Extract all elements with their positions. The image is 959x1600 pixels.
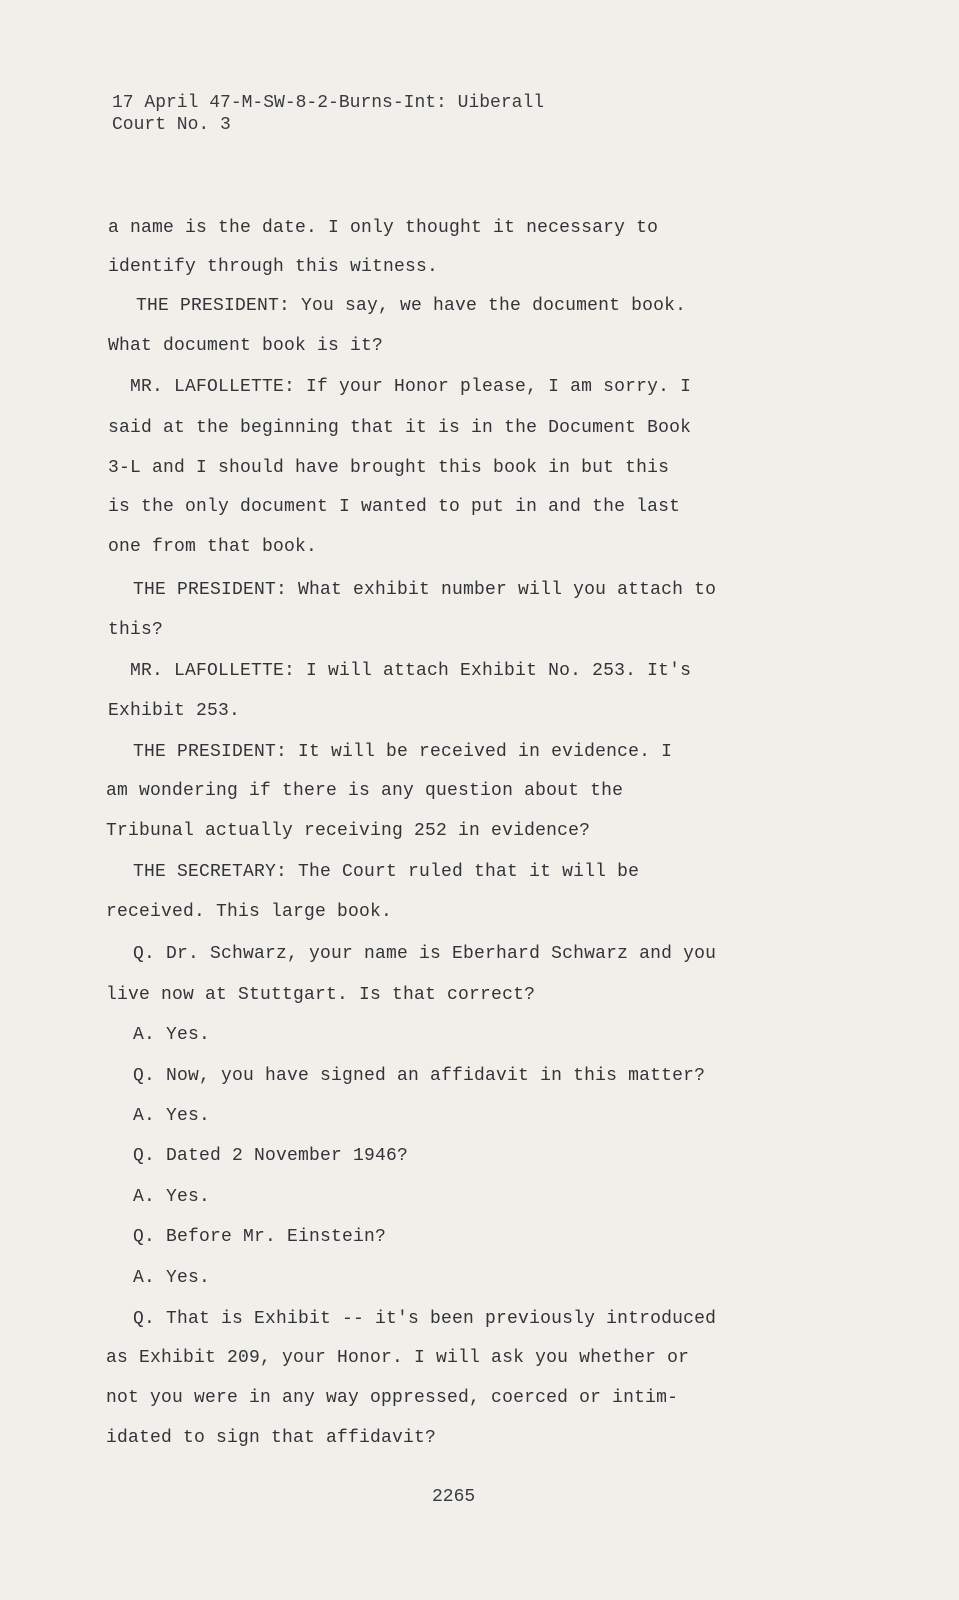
text-line-21: A. Yes. <box>133 1025 211 1045</box>
text-line-17: THE SECRETARY: The Court ruled that it will be <box>133 862 640 882</box>
text-line-28: Q. That is Exhibit -- it's been previously introduced <box>133 1309 717 1329</box>
text-line-3: THE PRESIDENT: You say, we have the document book. <box>136 296 687 316</box>
text-line-15: am wondering if there is any question about the <box>106 781 624 801</box>
text-line-9: one from that book. <box>108 537 318 557</box>
text-line-11: this? <box>108 620 164 640</box>
text-line-29: as Exhibit 209, your Honor. I will ask you whether or <box>106 1348 690 1368</box>
text-line-22: Q. Now, you have signed an affidavit in this matter? <box>133 1066 706 1086</box>
text-line-6: said at the beginning that it is in the Document Book <box>108 418 692 438</box>
text-line-16: Tribunal actually receiving 252 in evidence? <box>106 821 591 841</box>
text-line-5: MR. LAFOLLETTE: If your Honor please, I am sorry. I <box>130 377 692 397</box>
text-line-14: THE PRESIDENT: It will be received in evidence. I <box>133 742 673 762</box>
text-line-24: Q. Dated 2 November 1946? <box>133 1146 409 1166</box>
text-line-23: A. Yes. <box>133 1106 211 1126</box>
text-line-20: live now at Stuttgart. Is that correct? <box>106 985 536 1005</box>
header-line-2: Court No. 3 <box>112 115 231 135</box>
document-header <box>112 92 544 136</box>
text-line-30: not you were in any way oppressed, coerced or intim- <box>106 1388 679 1408</box>
text-line-13: Exhibit 253. <box>108 701 241 721</box>
page-number: 2265 <box>432 1487 476 1507</box>
header-line-1: 17 April 47-M-SW-8-2-Burns-Int: Uiberall <box>112 93 545 113</box>
text-line-10: THE PRESIDENT: What exhibit number will you attach to <box>133 580 717 600</box>
text-line-12: MR. LAFOLLETTE: I will attach Exhibit No. 253. It's <box>130 661 692 681</box>
text-line-18: received. This large book. <box>106 902 393 922</box>
text-line-2: identify through this witness. <box>108 257 439 277</box>
text-line-31: idated to sign that affidavit? <box>106 1428 437 1448</box>
text-line-19: Q. Dr. Schwarz, your name is Eberhard Schwarz and you <box>133 944 717 964</box>
text-line-4: What document book is it? <box>108 336 384 356</box>
text-line-25: A. Yes. <box>133 1187 211 1207</box>
text-line-7: 3-L and I should have brought this book in but this <box>108 458 670 478</box>
text-line-27: A. Yes. <box>133 1268 211 1288</box>
text-line-8: is the only document I wanted to put in and the last <box>108 497 681 517</box>
text-line-1: a name is the date. I only thought it necessary to <box>108 218 659 238</box>
text-line-26: Q. Before Mr. Einstein? <box>133 1227 387 1247</box>
